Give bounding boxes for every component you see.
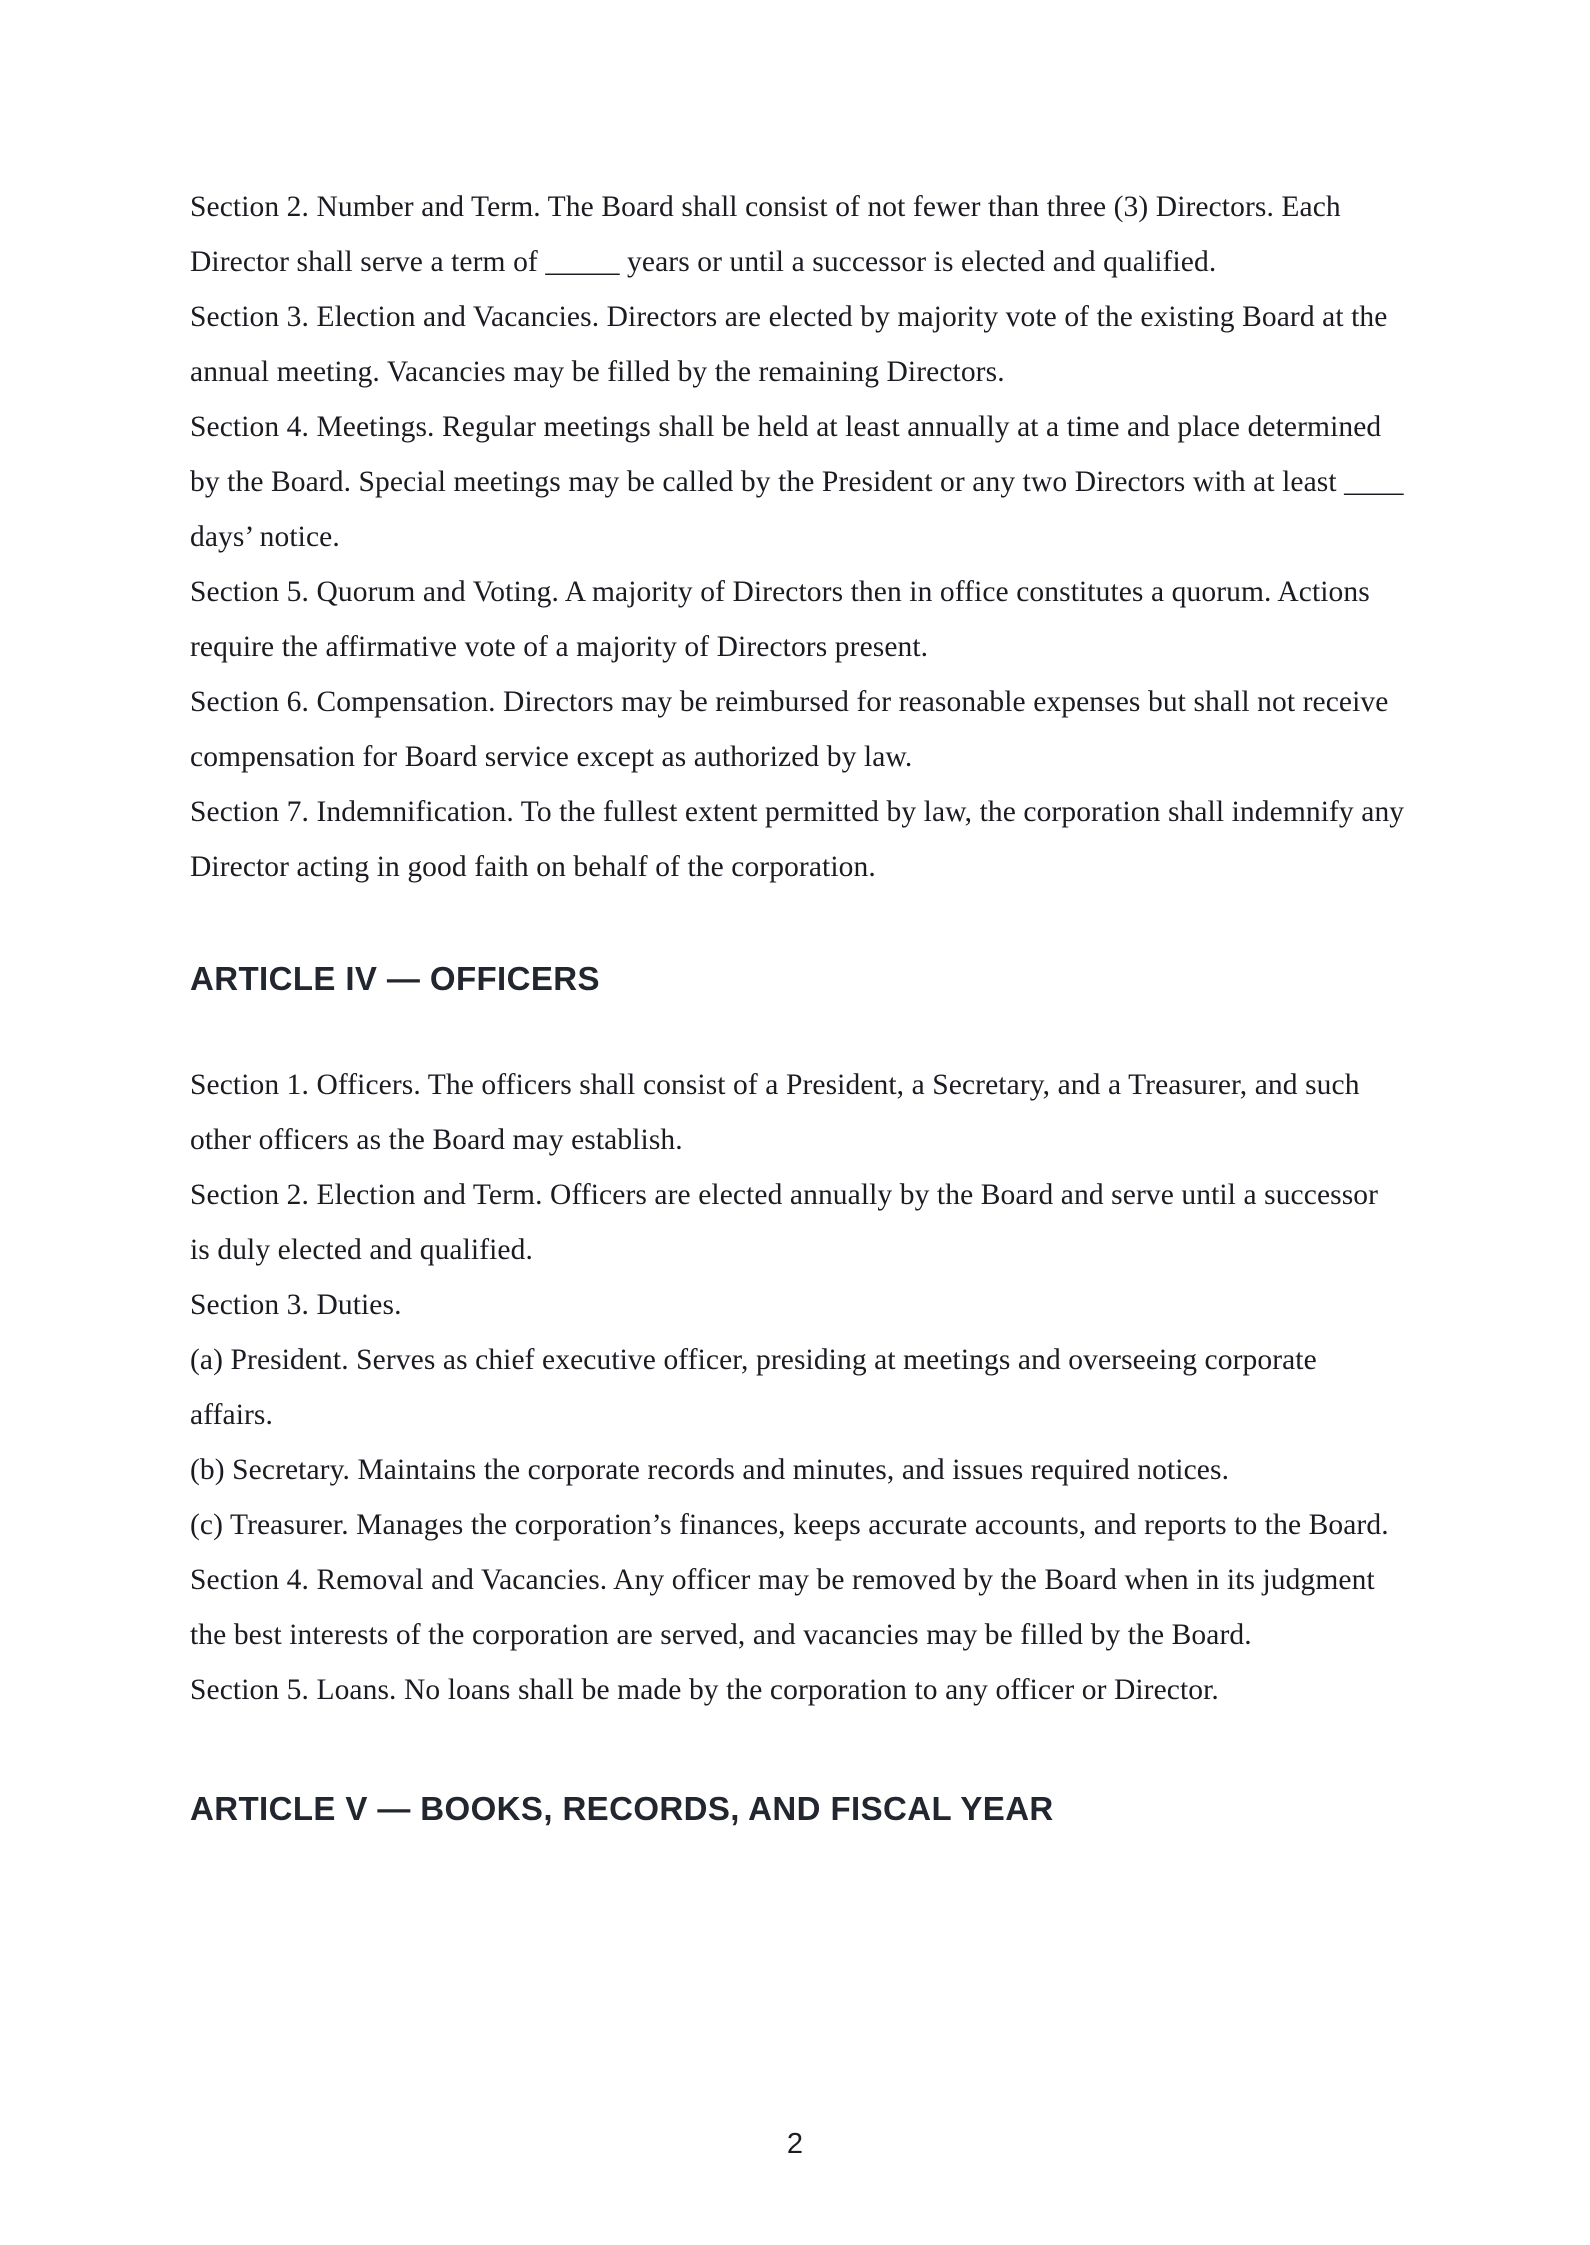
paragraph-section-6-compensation: Section 6. Compensation. Directors may be reimbursed for reasonable expenses but shall not receive compensation for Board service except as authorized by law. [190,686,1389,773]
paragraph-duties-c-treasurer: (c) Treasurer. Manages the corporation’s finances, keeps accurate accounts, and reports to the Board. [190,1509,1389,1541]
paragraph-officers-section-1-officers: Section 1. Officers. The officers shall consist of a President, a Secretary, and a Treasurer, and such other officers as the Board may establish. [190,1069,1360,1156]
paragraph-section-5-quorum-and-voting: Section 5. Quorum and Voting. A majority of Directors then in office constitutes a quorum. Actions require the affirmative vote of a majority of Directors present. [190,576,1370,663]
article-iv-heading-block [190,958,1405,1000]
page-number-footer: 2 [786,2128,804,2160]
article-v-heading-block [190,1788,1405,1830]
article-iii-continued-section [190,180,1405,895]
paragraph-section-4-meetings: Section 4. Meetings. Regular meetings shall be held at least annually at a time and place determined by the Board. Special meetings may be called by the President or any two Directors with at least ____ days’ notice. [190,411,1404,553]
paragraph-duties-b-secretary: (b) Secretary. Maintains the corporate records and minutes, and issues required notices. [190,1454,1230,1486]
page-content [190,180,1405,1830]
article-iv-heading: ARTICLE IV — OFFICERS [190,960,600,997]
paragraph-section-3-election-and-vacancies: Section 3. Election and Vacancies. Directors are elected by majority vote of the existing Board at the annual meeting. Vacancies may be filled by the remaining Directors. [190,301,1388,388]
paragraph-section-2-number-and-term: Section 2. Number and Term. The Board shall consist of not fewer than three (3) Directors. Each Director shall serve a term of _____ years or until a successor is elected and qualified. [190,191,1341,278]
paragraph-officers-section-4-removal-and-vacancies: Section 4. Removal and Vacancies. Any officer may be removed by the Board when in its judgment the best interests of the corporation are served, and vacancies may be filled by the Board. [190,1564,1375,1651]
article-iv-section [190,1058,1405,1718]
paragraph-duties-a-president: (a) President. Serves as chief executive officer, presiding at meetings and overseeing corporate affairs. [190,1344,1317,1431]
paragraph-section-7-indemnification: Section 7. Indemnification. To the fullest extent permitted by law, the corporation shall indemnify any Director acting in good faith on behalf of the corporation. [190,796,1405,883]
paragraph-officers-section-2-election-and-term: Section 2. Election and Term. Officers are elected annually by the Board and serve until a successor is duly elected and qualified. [190,1179,1379,1266]
article-v-heading: ARTICLE V — BOOKS, RECORDS, AND FISCAL YEAR [190,1790,1054,1827]
paragraph-officers-section-3-duties: Section 3. Duties. [190,1289,402,1321]
paragraph-officers-section-5-loans: Section 5. Loans. No loans shall be made by the corporation to any officer or Director. [190,1674,1219,1706]
